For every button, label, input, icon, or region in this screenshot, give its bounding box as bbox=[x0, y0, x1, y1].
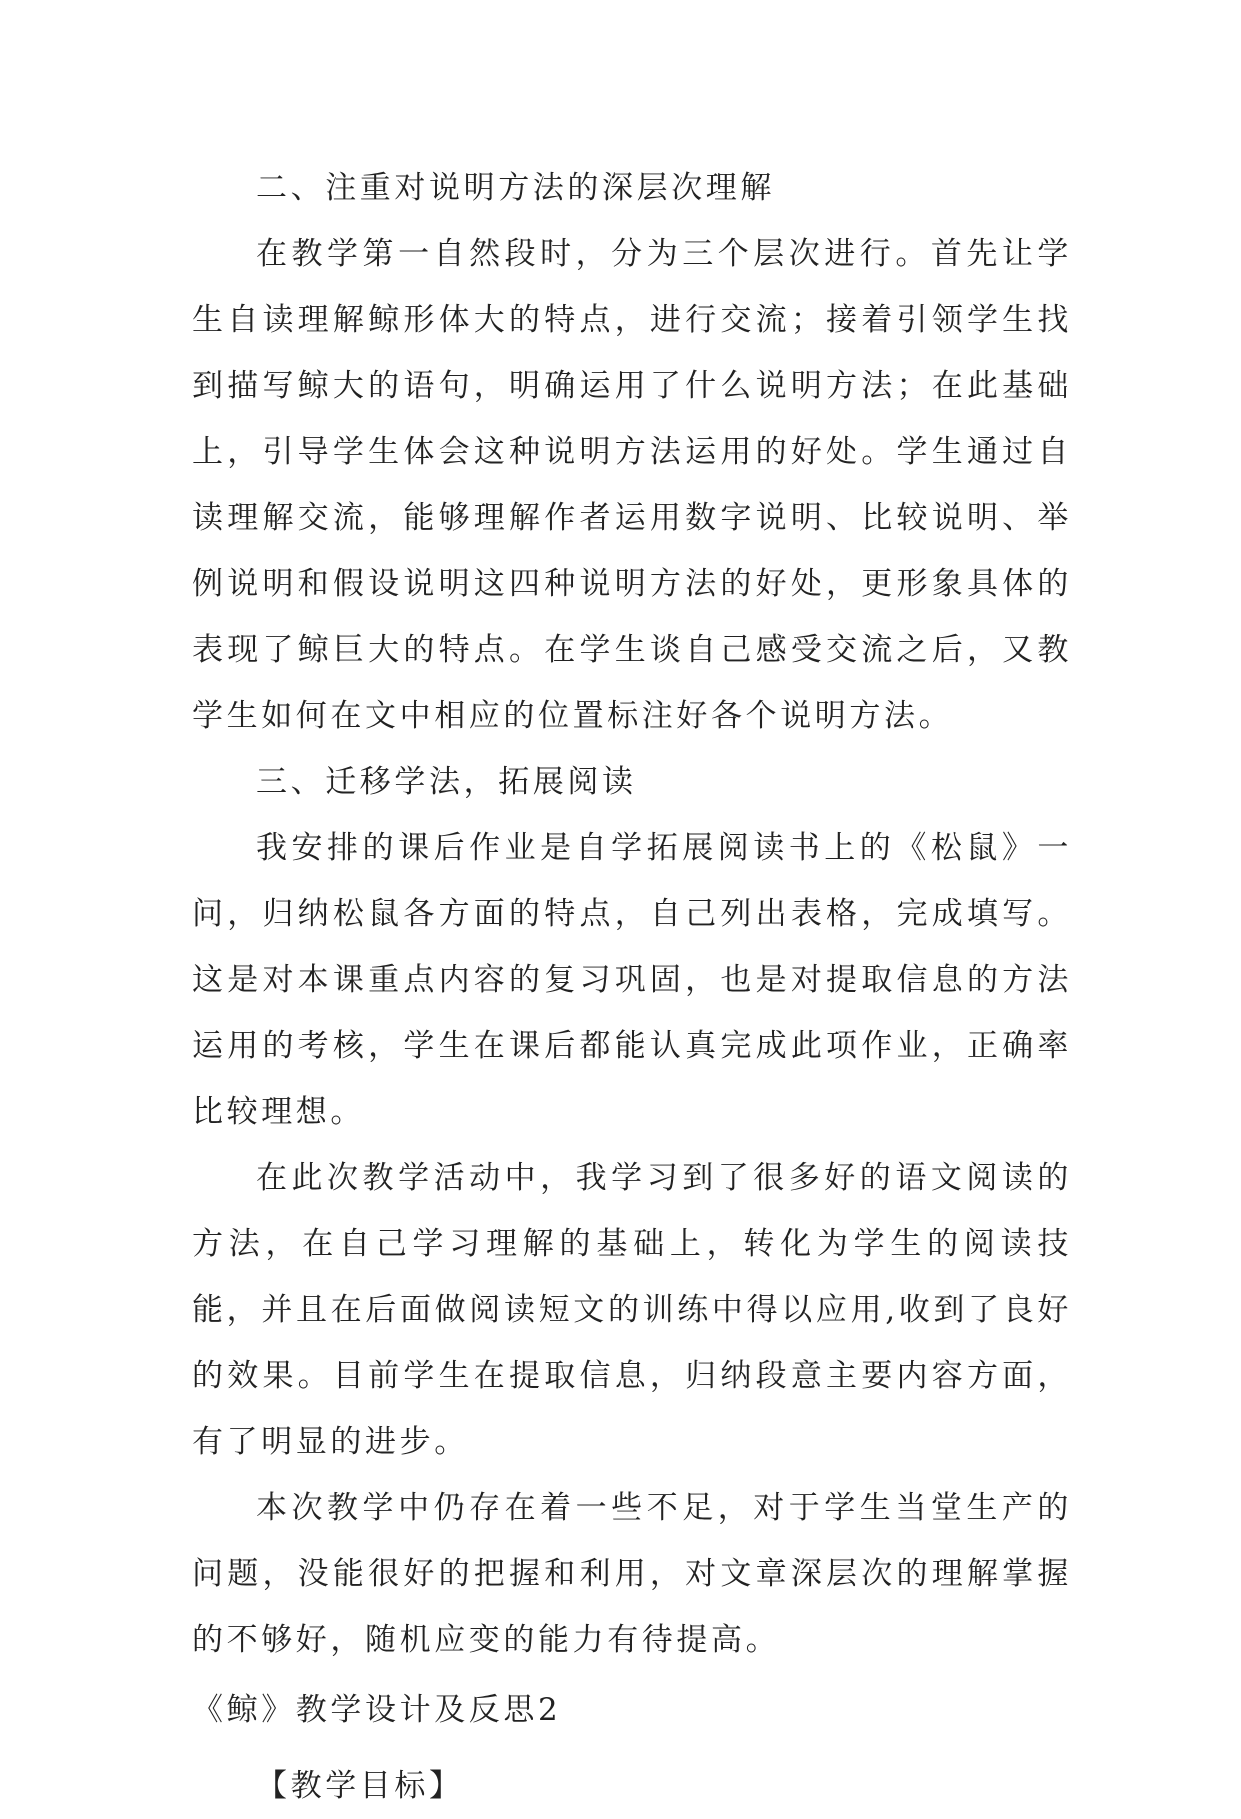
section-heading-3: 三、迁移学法，拓展阅读 bbox=[256, 764, 637, 800]
document-body bbox=[192, 155, 1072, 1819]
paragraph-reflection: 在此次教学活动中，我学习到了很多好的语文阅读的方法，在自己学习理解的基础上，转化为学生的阅读技能，并且在后面做阅读短文的训练中得以应用,收到了良好的效果。目前学生在提取信息，归纳段意主要内容方面，有了明显的进步。 bbox=[192, 1160, 1072, 1460]
section-title-objectives: 【教学目标】 bbox=[256, 1768, 464, 1804]
paragraph-shortcomings: 本次教学中仍存在着一些不足，对于学生当堂生产的问题，没能很好的把握和利用，对文章深层次的理解掌握的不够好，随机应变的能力有待提高。 bbox=[192, 1490, 1072, 1658]
section-heading-2: 二、注重对说明方法的深层次理解 bbox=[256, 170, 775, 206]
paragraph-homework: 我安排的课后作业是自学拓展阅读书上的《松鼠》一问，归纳松鼠各方面的特点，自己列出表格，完成填写。这是对本课重点内容的复习巩固，也是对提取信息的方法运用的考核，学生在课后都能认真完成此项作业，正确率比较理想。 bbox=[192, 830, 1072, 1130]
paragraph-explanation-methods: 在教学第一自然段时，分为三个层次进行。首先让学生自读理解鲸形体大的特点，进行交流；接着引领学生找到描写鲸大的语句，明确运用了什么说明方法；在此基础上，引导学生体会这种说明方法运用的好处。学生通过自读理解交流，能够理解作者运用数字说明、比较说明、举例说明和假设说明这四种说明方法的好处，更形象具体的表现了鲸巨大的特点。在学生谈自己感受交流之后，又教学生如何在文中相应的位置标注好各个说明方法。 bbox=[192, 236, 1072, 734]
document-title: 《鲸》教学设计及反思2 bbox=[192, 1692, 562, 1728]
